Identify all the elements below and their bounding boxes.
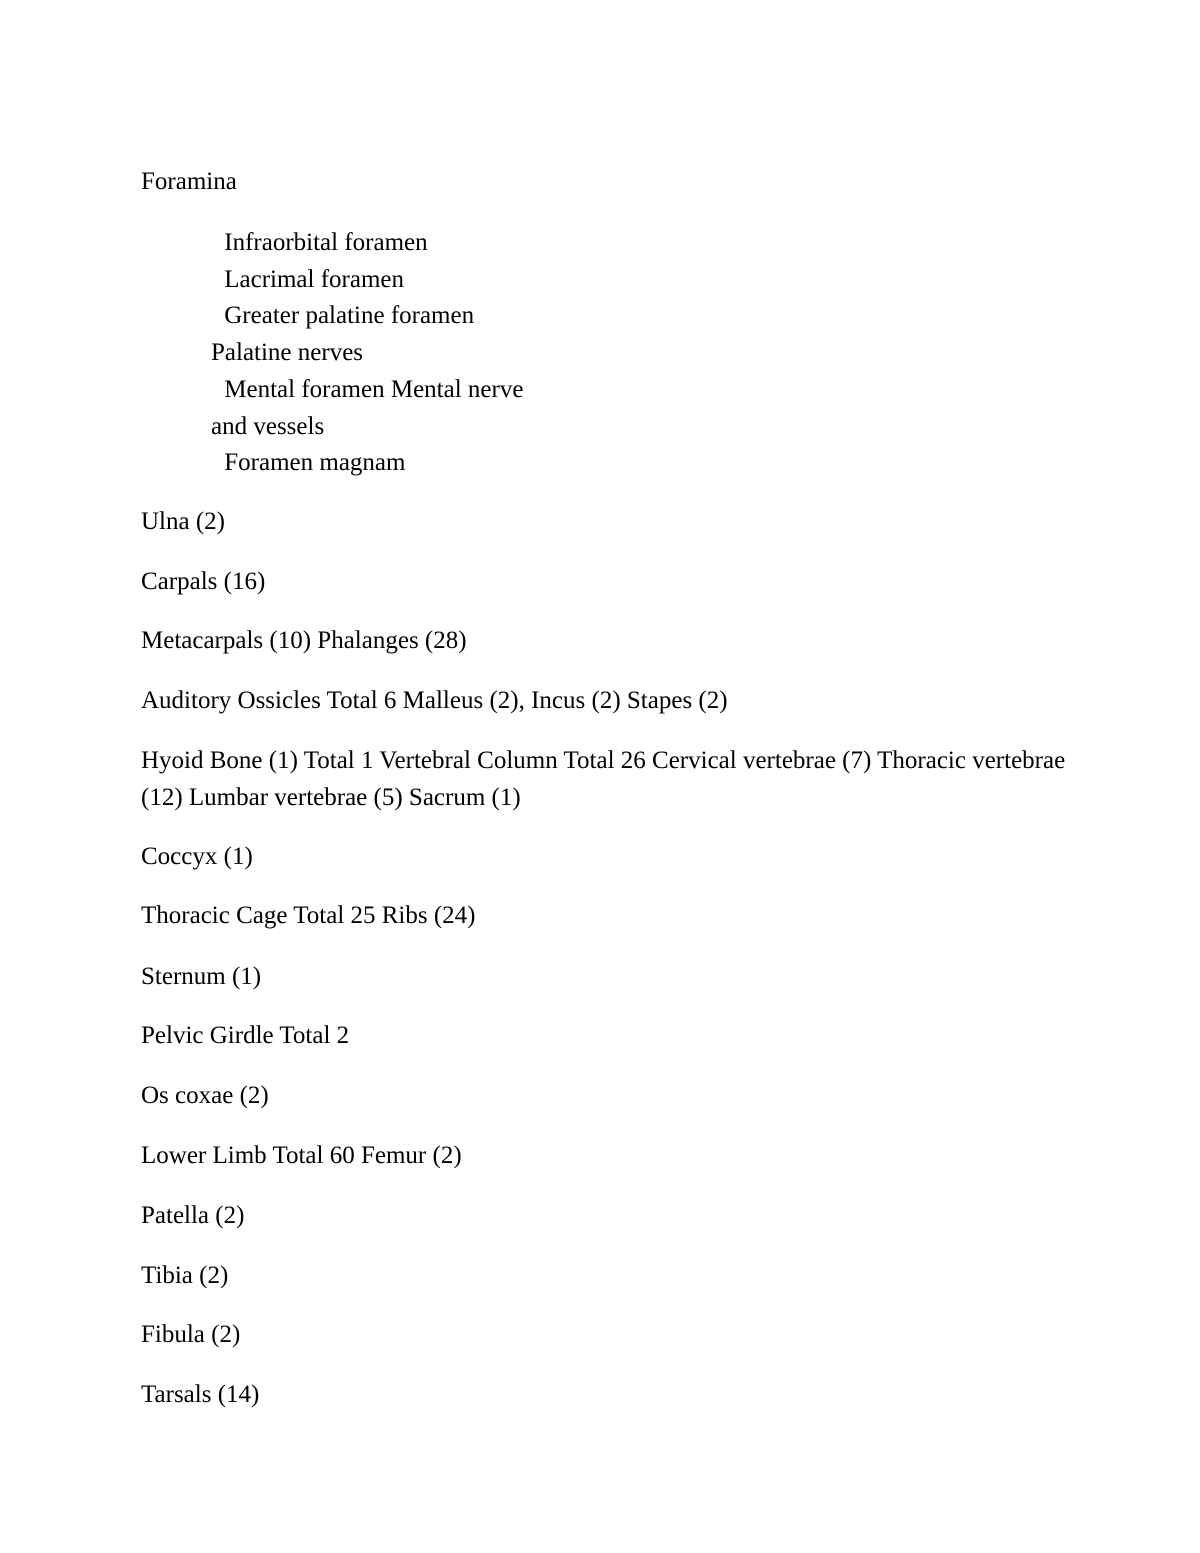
foramina-list	[211, 225, 631, 482]
foramina-item: Greater palatine foramen	[218, 302, 475, 330]
bone-entry: Fibula (2)	[141, 1321, 241, 1348]
bone-entry: Os coxae (2)	[141, 1082, 269, 1109]
bone-entry: Metacarpals (10) Phalanges (28)	[141, 627, 467, 654]
bone-entry: Auditory Ossicles Total 6 Malleus (2), Incus (2) Stapes (2)	[141, 687, 728, 714]
foramina-item: Foramen magnam	[218, 449, 406, 477]
foramina-heading: Foramina	[141, 168, 237, 195]
bone-entry: Tibia (2)	[141, 1262, 229, 1289]
bone-entry: Pelvic Girdle Total 2	[141, 1022, 350, 1049]
foramina-item: Palatine nerves	[211, 339, 364, 367]
bone-entry: Carpals (16)	[141, 568, 266, 595]
foramina-item: and vessels	[211, 412, 325, 440]
bone-entry: Tarsals (14)	[141, 1381, 260, 1408]
bone-entry: Thoracic Cage Total 25 Ribs (24)	[141, 902, 476, 929]
bone-entry: Lower Limb Total 60 Femur (2)	[141, 1142, 462, 1169]
foramina-item: Infraorbital foramen	[218, 229, 428, 256]
bone-entry: Patella (2)	[141, 1202, 245, 1229]
foramina-item: Lacrimal foramen	[218, 265, 405, 293]
bone-entry: Sternum (1)	[141, 963, 262, 990]
foramina-item: Mental foramen Mental nerve	[218, 375, 524, 403]
bone-entry: Coccyx (1)	[141, 843, 253, 870]
bone-entry: Ulna (2)	[141, 508, 225, 535]
bone-entry: Hyoid Bone (1) Total 1 Vertebral Column Total 26 Cervical vertebrae (7) Thoracic vertebrae (12) Lumbar vertebrae (5) Sacrum (1)	[141, 747, 1066, 811]
